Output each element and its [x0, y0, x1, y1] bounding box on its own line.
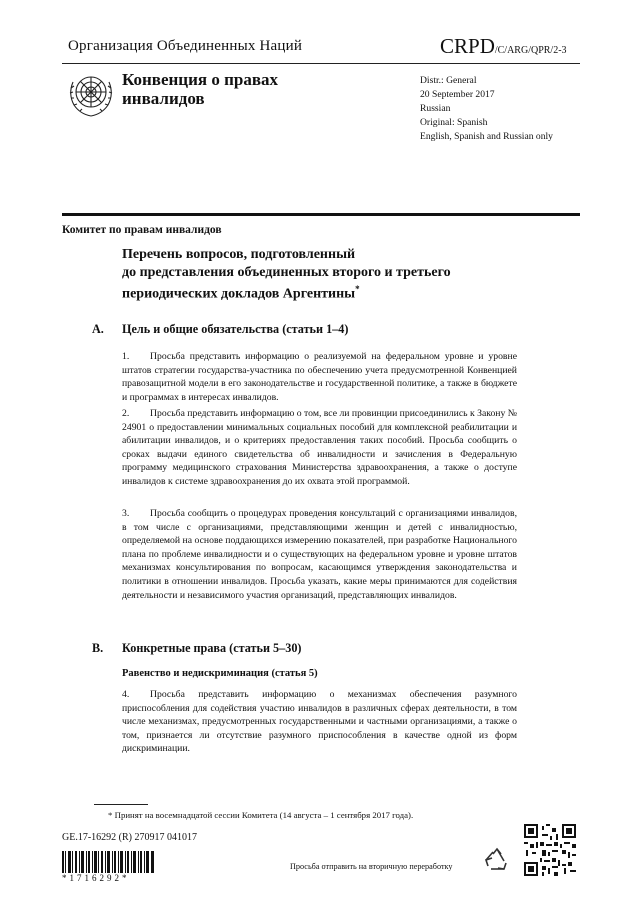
section-b-letter: B.: [92, 641, 104, 655]
title-line3: периодических докладов Аргентины: [122, 286, 356, 302]
distr-language: Russian: [420, 103, 451, 114]
organization-name: Организация Объединенных Наций: [68, 38, 303, 54]
document-number: GE.17-16292 (R) 270917 041017: [62, 832, 197, 843]
distr-languages: English, Spanish and Russian only: [420, 131, 553, 142]
convention-title-line2: инвалидов: [122, 89, 205, 108]
footnote-mark: *: [355, 284, 360, 294]
convention-title-line1: Конвенция о правах: [122, 70, 279, 89]
symbol-main: CRPD: [440, 34, 495, 58]
thick-rule: [62, 213, 580, 216]
paragraph-text: Просьба сообщить о процедурах проведения консультаций с организациями инвалидов, в том числе с организациями, представляющими женщин и детей с инвалидностью, определяемой на основе поддающихся измерению показателей, при разработке Национального плана по проблеме инвалидности и о существующих на федеральном уровне и уровне штатов механизмах консультирования по вопросам, касающимся утверждения законодательства и политики в отношении инвалидов. Просьба указать, какие меры принимаются для содействия деятельности и независимого участия организаций, представляющих инвалидов.: [122, 508, 517, 601]
paragraph: [122, 688, 517, 756]
title-line2: до представления объединенных второго и третьего: [122, 264, 451, 280]
distribution-block: [420, 74, 553, 144]
section-a-title: Цель и общие обязательства (статьи 1–4): [122, 322, 349, 336]
paragraph: [122, 407, 517, 489]
header-rule: [62, 63, 580, 64]
committee-name: Комитет по правам инвалидов: [62, 224, 222, 236]
paragraph-number: 4.: [122, 689, 130, 700]
barcode-icon: [62, 851, 154, 873]
subsection-heading: Равенство и недискриминация (статья 5): [122, 668, 318, 679]
section-a-letter: A.: [92, 322, 104, 336]
qr-code-icon: [524, 824, 576, 876]
paragraph: [122, 350, 517, 404]
distr-date: 20 September 2017: [420, 89, 495, 100]
footnote-rule: [94, 804, 148, 805]
paragraph-text: Просьба представить информацию о том, все ли провинции присоединились к Закону № 24901 о предоставлении минимальных социальных пособий для комплексной реабилитации и абилитации инвалидов, и о критериях предоставления таких пособий. Просьба сообщить о сроках выдачи единого свидетельства об инвалидности и зачисления в Федеральную программу медицинского страхования Министерства здравоохранения, а также о доступе инвалидов к системе здравоохранения до их охвата этой программой.: [122, 408, 517, 487]
recycle-text: Просьба отправить на вторичную переработку: [290, 862, 453, 871]
paragraph-text: Просьба представить информацию о реализуемой на федеральном уровне и уровне штатов стратегии государства-участника по обеспечению учета предусмотренной Конвенцией правозащитной модели в его законодательстве и государственной политике, а также в бюджете и программах в интересах инвалидов.: [122, 351, 517, 403]
document-symbol: [440, 34, 567, 59]
paragraph-number: 2.: [122, 408, 130, 419]
footnote: * Принят на восемнадцатой сессии Комитета (14 августа – 1 сентября 2017 года).: [108, 810, 414, 820]
convention-title: [122, 70, 278, 108]
distr-original: Original: Spanish: [420, 117, 488, 128]
title-line1: Перечень вопросов, подготовленный: [122, 247, 356, 262]
symbol-suffix: /C/ARG/QPR/2-3: [494, 45, 567, 56]
recycle-icon: [482, 846, 512, 876]
un-emblem-icon: [64, 68, 118, 122]
distr-line: Distr.: General: [420, 75, 477, 86]
section-b-title: Конкретные права (статьи 5–30): [122, 641, 302, 655]
paragraph-number: 1.: [122, 351, 130, 362]
paragraph-number: 3.: [122, 508, 130, 519]
paragraph-text: Просьба представить информацию о механизмах обеспечения разумного приспособления для содействия участию инвалидов в различных сферах деятельности, в том числе механизмах, предусмотренных государственными и частными организациями, а также о том, признается ли отсутствие разумного приспособления в качестве одной из форм дискриминации.: [122, 689, 517, 755]
document-title: [122, 246, 451, 303]
barcode-number: *1716292*: [62, 873, 130, 883]
paragraph: [122, 507, 517, 602]
